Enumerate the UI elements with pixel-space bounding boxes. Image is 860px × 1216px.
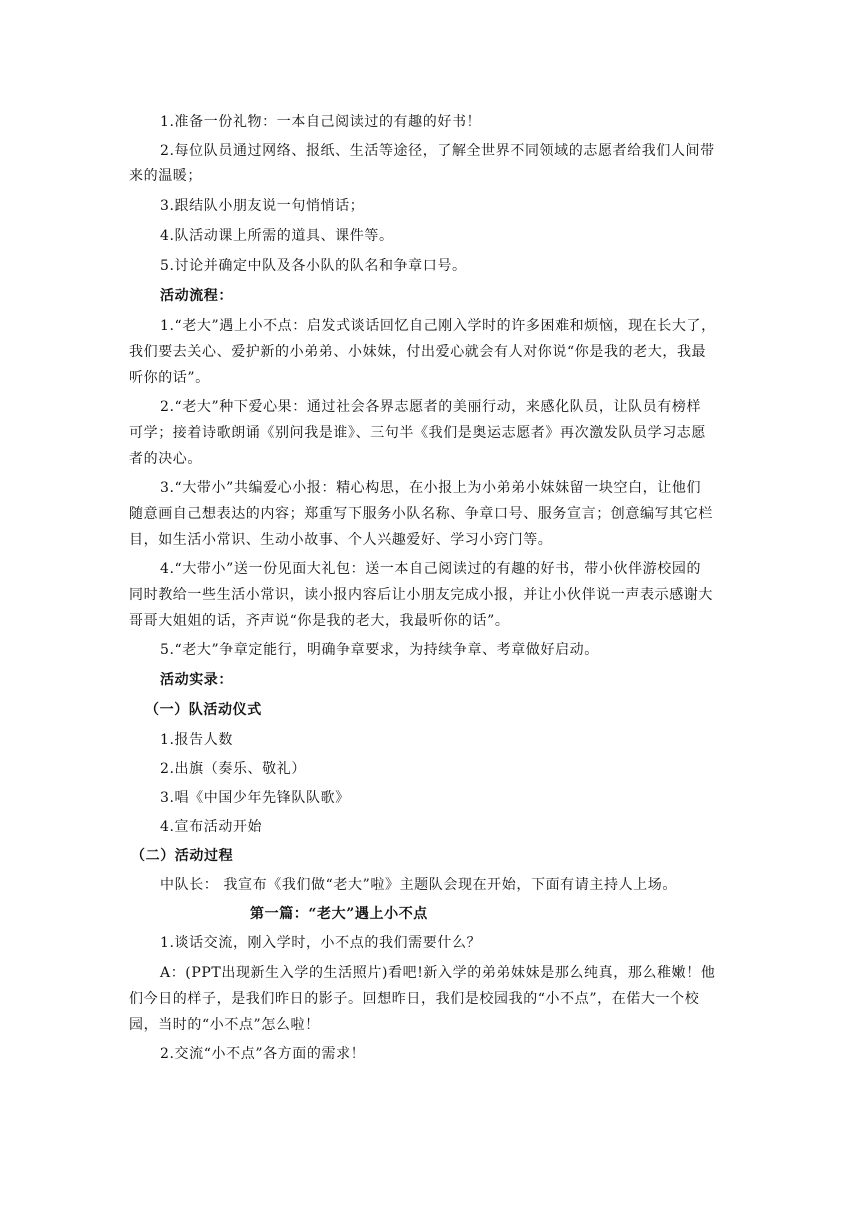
prep-item-3: 3.跟结队小朋友说一句悄悄话； [160, 198, 365, 214]
process-item-2-cont-2: 者的决心。 [129, 451, 202, 467]
ceremony-item-2: 2.出旗（奏乐、敬礼） [160, 761, 306, 777]
subsection-heading-ceremony: （一）队活动仪式 [145, 702, 262, 718]
chapter-heading-1: 第一篇：“老大”遇上小不点 [250, 906, 428, 922]
subsection-heading-process: （二）活动过程 [131, 848, 234, 864]
process-item-4-cont-2: 哥哥大姐姐的话，齐声说“你是我的老大，我最听你的话”。 [129, 613, 510, 629]
section-heading-process: 活动流程： [160, 288, 233, 304]
process-item-1-cont-1: 我们要去关心、爱护新的小弟弟、小妹妹，付出爱心就会有人对你说“你是我的老大，我最 [129, 344, 707, 360]
dialogue-a-cont-2: 园，当时的“小不点”怎么啦！ [129, 1017, 320, 1033]
prep-item-4: 4.队活动课上所需的道具、课件等。 [160, 228, 394, 244]
dialogue-item-1: 1.谈话交流，刚入学时，小不点的我们需要什么？ [160, 935, 482, 951]
dialogue-a-cont-1: 们今日的样子，是我们昨日的影子。回想昨日，我们是校园我的“小不点”，在偌大一个校 [129, 991, 700, 1007]
process-item-4: 4.“大带小”送一份见面大礼包：送一本自己阅读过的有趣的好书，带小伙伴游校园的 [160, 561, 702, 577]
process-item-5: 5.“老大”争章定能行，明确争章要求，为持续争章、考章做好启动。 [160, 642, 599, 658]
process-item-4-cont-1: 同时教给一些生活小常识，读小报内容后让小朋友完成小报，并让小伙伴说一声表示感谢大 [129, 587, 713, 603]
process-item-3-cont-1: 随意画自己想表达的内容；郑重写下服务小队名称、争章口号、服务宣言；创意编写其它栏 [129, 506, 713, 522]
prep-item-1: 1.准备一份礼物：一本自己阅读过的有趣的好书！ [160, 114, 482, 130]
process-item-2: 2.“老大”种下爱心果：通过社会各界志愿者的美丽行动，来感化队员，让队员有榜样 [160, 399, 702, 415]
ceremony-item-4: 4.宣布活动开始 [160, 819, 263, 835]
dialogue-a: A：(PPT出现新生入学的生活照片)看吧!新入学的弟弟妹妹是那么纯真，那么稚嫩！他 [160, 965, 716, 981]
prep-item-2-cont: 来的温暖； [129, 168, 202, 184]
section-heading-record: 活动实录： [160, 672, 233, 688]
ceremony-item-1: 1.报告人数 [160, 732, 233, 748]
captain-speech: 中队长： 我宣布《我们做“老大”啦》主题队会现在开始，下面有请主持人上场。 [160, 877, 677, 893]
prep-item-2: 2.每位队员通过网络、报纸、生活等途径，了解全世界不同领域的志愿者给我们人间带 [160, 143, 715, 159]
process-item-3-cont-2: 目，如生活小常识、生动小故事、个人兴趣爱好、学习小窍门等。 [129, 532, 553, 548]
process-item-3: 3.“大带小”共编爱心小报：精心构思，在小报上为小弟弟小妹妹留一块空白，让他们 [160, 480, 702, 496]
process-item-1: 1.“老大”遇上小不点：启发式谈话回忆自己刚入学时的许多困难和烦恼，现在长大了， [160, 318, 716, 334]
ceremony-item-3: 3.唱《中国少年先锋队队歌》 [160, 790, 350, 806]
process-item-2-cont-1: 可学；接着诗歌朗诵《别问我是谁》、三句半《我们是奥运志愿者》再次激发队员学习志愿 [129, 425, 706, 441]
dialogue-item-2: 2.交流“小不点”各方面的需求！ [160, 1046, 366, 1062]
process-item-1-cont-2: 听你的话”。 [129, 370, 210, 386]
prep-item-5: 5.讨论并确定中队及各小队的队名和争章口号。 [160, 258, 467, 274]
